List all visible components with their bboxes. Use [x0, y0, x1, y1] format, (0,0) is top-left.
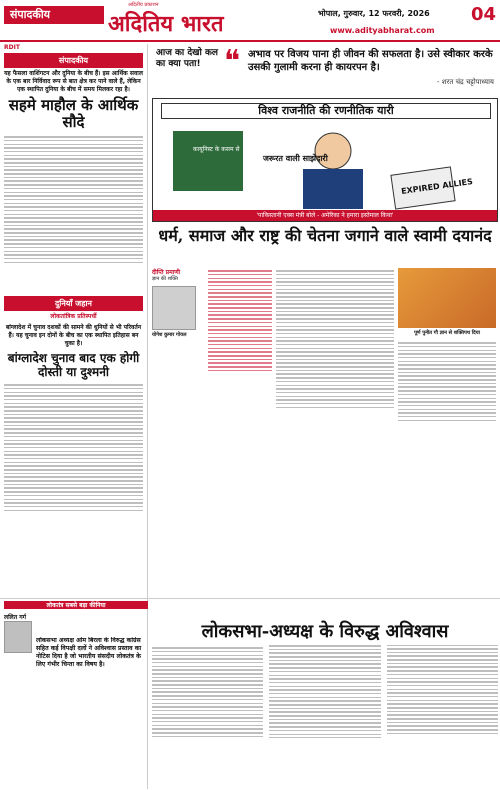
editorial-deck: यह फैसला वाशिंगटन और दुनिया के बीच हैं। इस आर्थिक सवाल के एक बार निर्विवाद रूप से बात क्षेत्र कर पाने वाले हैं, लेकिन एक स्थापित दुनिया के बीच में समय मिलकर रहा है।: [4, 70, 143, 93]
bangladesh-deck: बांग्लादेश में चुनाव दशकों की सामने की धुनियों से भी परिवर्तन हैं। यह चुनाव इन दोनों के बीच का एक स्थापित इतिहास बन चुका है।: [5, 324, 142, 347]
author-photo: [152, 286, 196, 330]
editorial-headline: सहमे माहौल के आर्थिक सौदे: [8, 96, 139, 131]
speaker-headline: लोकसभा-अध्यक्ष के विरुद्ध अविश्वास: [201, 621, 449, 642]
section-label: संपादकीय: [4, 6, 104, 24]
figure-head: [315, 133, 351, 169]
speaker-lead: लोकसभा अध्यक्ष ओम बिरला के विरुद्ध कांग्रेस सहित कई विपक्षी दलों ने अविश्वास प्रस्ताव का नोटिस दिया है जो भारतीय संसदीय लोकतंत्र के लिए गंभीर चिन्ता का विषय है।: [36, 637, 142, 668]
cartoon-title: विश्व राजनीति की रणनीतिक यारी: [161, 103, 491, 119]
editorial-band: संपादकीय: [4, 53, 143, 68]
logo-tagline: अदितीय प्रकाशन: [128, 2, 159, 8]
author-tag: दीप्ति प्रमाणी: [152, 269, 181, 276]
cartoon-label1: कायूनिस्ट के कसम से: [193, 146, 240, 153]
dayanand-body: [276, 268, 394, 438]
bangladesh-band: दुनियाँ जहान: [4, 296, 143, 311]
quote-question: आज का देखो कल का क्या पता!: [156, 48, 219, 69]
cartoon: [152, 98, 498, 222]
cartoon-illustration: [153, 121, 497, 217]
figure-body: [303, 169, 363, 209]
dayanand-image-caption: पूर्ण पुनीत गौ ज्ञान से शक्तिपथ दिया: [414, 330, 480, 336]
logo-text: अदितिय भारत: [108, 11, 224, 37]
speaker-article: [0, 598, 500, 789]
author-box: [152, 268, 206, 438]
author-sub: ज्ञान की शक्ति: [152, 276, 178, 282]
editorial-tag: RDIT: [4, 44, 20, 51]
dayanand-image: [398, 268, 496, 328]
speaker-author: ललित गर्ग: [4, 614, 26, 621]
editorial-body: [4, 134, 143, 290]
cartoon-label3: EXPIRED ALLIES: [400, 177, 474, 197]
dateline: भोपाल, गुरुवार, 12 फरवरी, 2026: [318, 9, 430, 18]
cartoon-label2: जरूरत वाली साझेदारी: [263, 154, 328, 163]
quote-text: अभाव पर विजय पाना ही जीवन की सफलता है। उसे स्वीकार करके उसकी गुलामी करना ही कायरपन है।: [248, 49, 493, 73]
speaker-body: [152, 645, 498, 790]
speaker-author-photo: [4, 621, 32, 653]
masthead: [0, 0, 500, 42]
cartoon-caption: 'पाकिस्तानी एक्स मंत्री बोले - अमेरिका ने हमारा इस्तेमाल किया': [153, 210, 497, 221]
quote-mark-icon: ❝: [224, 44, 241, 79]
quote-author: - शरत चंद्र चट्टोपाध्याय: [436, 78, 494, 86]
bangladesh-body: [4, 382, 143, 540]
flag-shape: [173, 131, 243, 191]
speaker-tag: लोकतंत्र सबसे बड़ा कीनिया: [4, 601, 148, 609]
dayanand-article-header: [152, 226, 498, 245]
website-link[interactable]: www.adityabharat.com: [330, 26, 435, 35]
dayanand-side-body: [398, 340, 496, 440]
dayanand-lead: [208, 268, 272, 438]
bangladesh-headline: बांग्लादेश चुनाव बाद एक होगी दोस्ती या दुश्मनी: [7, 351, 140, 379]
dayanand-headline: धर्म, समाज और राष्ट्र की चेतना जगाने वाले स्वामी दयानंद: [158, 226, 492, 245]
bangladesh-tag: लोकतांत्रिक प्रतिस्पर्धी: [50, 313, 97, 320]
quote-box: [152, 44, 498, 94]
logo: [108, 2, 228, 38]
page-number: 04: [470, 4, 496, 25]
author-name: योगेश कुमार गोयल: [152, 332, 187, 338]
